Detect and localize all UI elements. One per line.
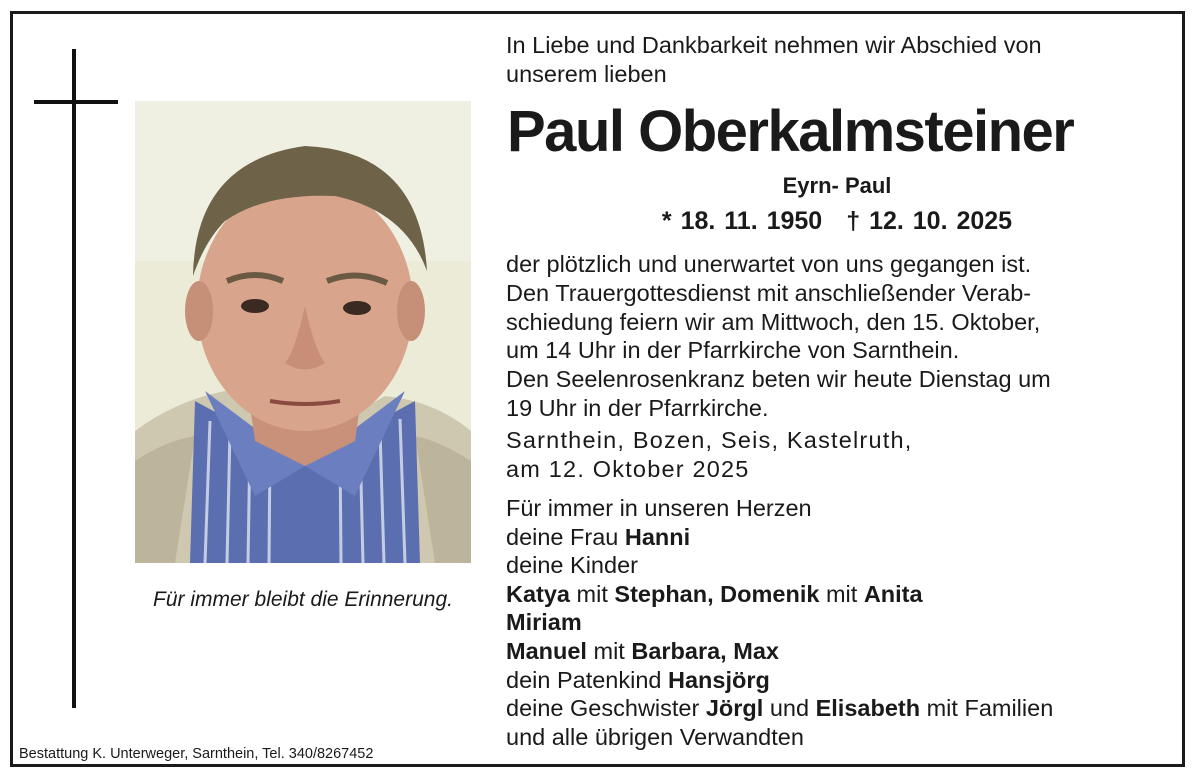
intro-line: unserem lieben — [506, 61, 667, 87]
photo-caption: Für immer bleibt die Erinnerung. — [153, 588, 453, 611]
family-line: deine Frau Hanni — [506, 523, 691, 550]
notice-body — [506, 250, 1168, 423]
body-line: 19 Uhr in der Pfarrkirche. — [506, 394, 769, 421]
portrait-image — [135, 101, 471, 563]
family-list — [506, 494, 1168, 751]
family-line: deine Kinder — [506, 552, 638, 579]
family-line: Für immer in unseren Herzen — [506, 495, 812, 521]
birth-date: * 18. 11. 1950 — [661, 207, 823, 235]
cross-vertical-bar — [72, 49, 76, 708]
family-line: Manuel mit Barbara, Max — [506, 637, 779, 664]
funeral-home-footer: Bestattung K. Unterweger, Sarnthein, Tel. 340/8267452 — [19, 746, 374, 762]
family-line: und alle übrigen Verwandten — [506, 723, 804, 750]
life-dates — [506, 207, 1168, 236]
place-date — [506, 426, 1168, 484]
family-line: deine Geschwister Jörgl und Elisabeth mit Familien — [506, 695, 1054, 722]
family-line: Katya mit Stephan, Domenik mit Anita — [506, 580, 923, 607]
body-line: Den Seelenrosenkranz beten wir heute Dienstag um — [506, 366, 1051, 393]
nickname: Eyrn- Paul — [782, 173, 892, 198]
body-line: Den Trauergottesdienst mit anschließender Verab- — [506, 279, 1032, 306]
intro-line: In Liebe und Dankbarkeit nehmen wir Abschied von — [506, 32, 1042, 58]
family-line: dein Patenkind Hansjörg — [506, 666, 770, 693]
death-date: † 12. 10. 2025 — [846, 207, 1013, 235]
portrait-photo — [135, 101, 471, 563]
family-line: Miriam — [506, 609, 582, 636]
body-line: um 14 Uhr in der Pfarrkirche von Sarnthein. — [506, 337, 960, 364]
body-line: der plötzlich und unerwartet von uns gegangen ist. — [506, 251, 1032, 277]
date-line: am 12. Oktober 2025 — [506, 456, 750, 482]
deceased-name: Paul Oberkalmsteiner — [507, 99, 1074, 164]
intro-text — [506, 31, 1168, 89]
body-line: schiedung feiern wir am Mittwoch, den 15. Oktober, — [506, 308, 1041, 335]
cross-horizontal-bar — [34, 100, 118, 104]
place-line: Sarnthein, Bozen, Seis, Kastelruth, — [506, 427, 913, 453]
